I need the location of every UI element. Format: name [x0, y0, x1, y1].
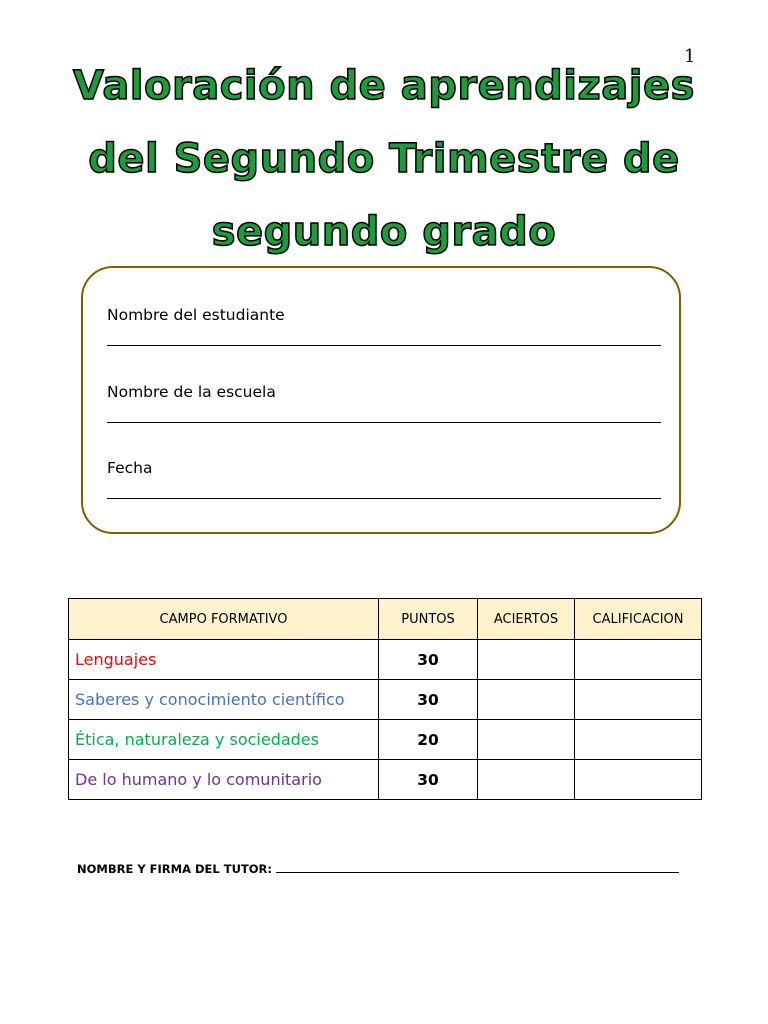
table-row — [69, 640, 702, 680]
title-line-1: Valoración de aprendizajes — [73, 63, 695, 109]
title-line-2: del Segundo Trimestre de — [88, 136, 680, 182]
student-name-field — [107, 305, 661, 346]
header-puntos: PUNTOS — [379, 599, 478, 640]
school-name-label: Nombre de la escuela — [107, 383, 276, 401]
subject-cell: Ética, naturaleza y sociedades — [69, 720, 379, 760]
points-cell: 20 — [379, 720, 478, 760]
tutor-signature-line[interactable] — [276, 862, 679, 873]
page-number: 1 — [684, 46, 696, 67]
table-row — [69, 680, 702, 720]
calificacion-cell[interactable] — [575, 680, 702, 720]
student-info-box — [81, 266, 681, 534]
calificacion-cell[interactable] — [575, 760, 702, 800]
points-cell: 30 — [379, 680, 478, 720]
subject-cell: Lenguajes — [69, 640, 379, 680]
aciertos-cell[interactable] — [478, 640, 575, 680]
student-name-line[interactable] — [107, 345, 661, 346]
table-row — [69, 760, 702, 800]
scores-table — [68, 598, 702, 800]
aciertos-cell[interactable] — [478, 760, 575, 800]
date-line[interactable] — [107, 498, 661, 499]
date-label: Fecha — [107, 459, 153, 477]
header-campo-formativo: CAMPO FORMATIVO — [69, 599, 379, 640]
school-name-line[interactable] — [107, 422, 661, 423]
student-name-label: Nombre del estudiante — [107, 306, 285, 324]
date-field — [107, 458, 661, 499]
aciertos-cell[interactable] — [478, 720, 575, 760]
table-row — [69, 720, 702, 760]
header-aciertos: ACIERTOS — [478, 599, 575, 640]
subject-cell: Saberes y conocimiento científico — [69, 680, 379, 720]
tutor-label: NOMBRE Y FIRMA DEL TUTOR: — [77, 862, 272, 876]
document-title — [0, 50, 768, 269]
aciertos-cell[interactable] — [478, 680, 575, 720]
calificacion-cell[interactable] — [575, 640, 702, 680]
points-cell: 30 — [379, 640, 478, 680]
subject-cell: De lo humano y lo comunitario — [69, 760, 379, 800]
calificacion-cell[interactable] — [575, 720, 702, 760]
table-header-row — [69, 599, 702, 640]
tutor-signature — [77, 862, 679, 876]
school-name-field — [107, 382, 661, 423]
points-cell: 30 — [379, 760, 478, 800]
header-calificacion: CALIFICACION — [575, 599, 702, 640]
title-line-3: segundo grado — [211, 209, 557, 255]
